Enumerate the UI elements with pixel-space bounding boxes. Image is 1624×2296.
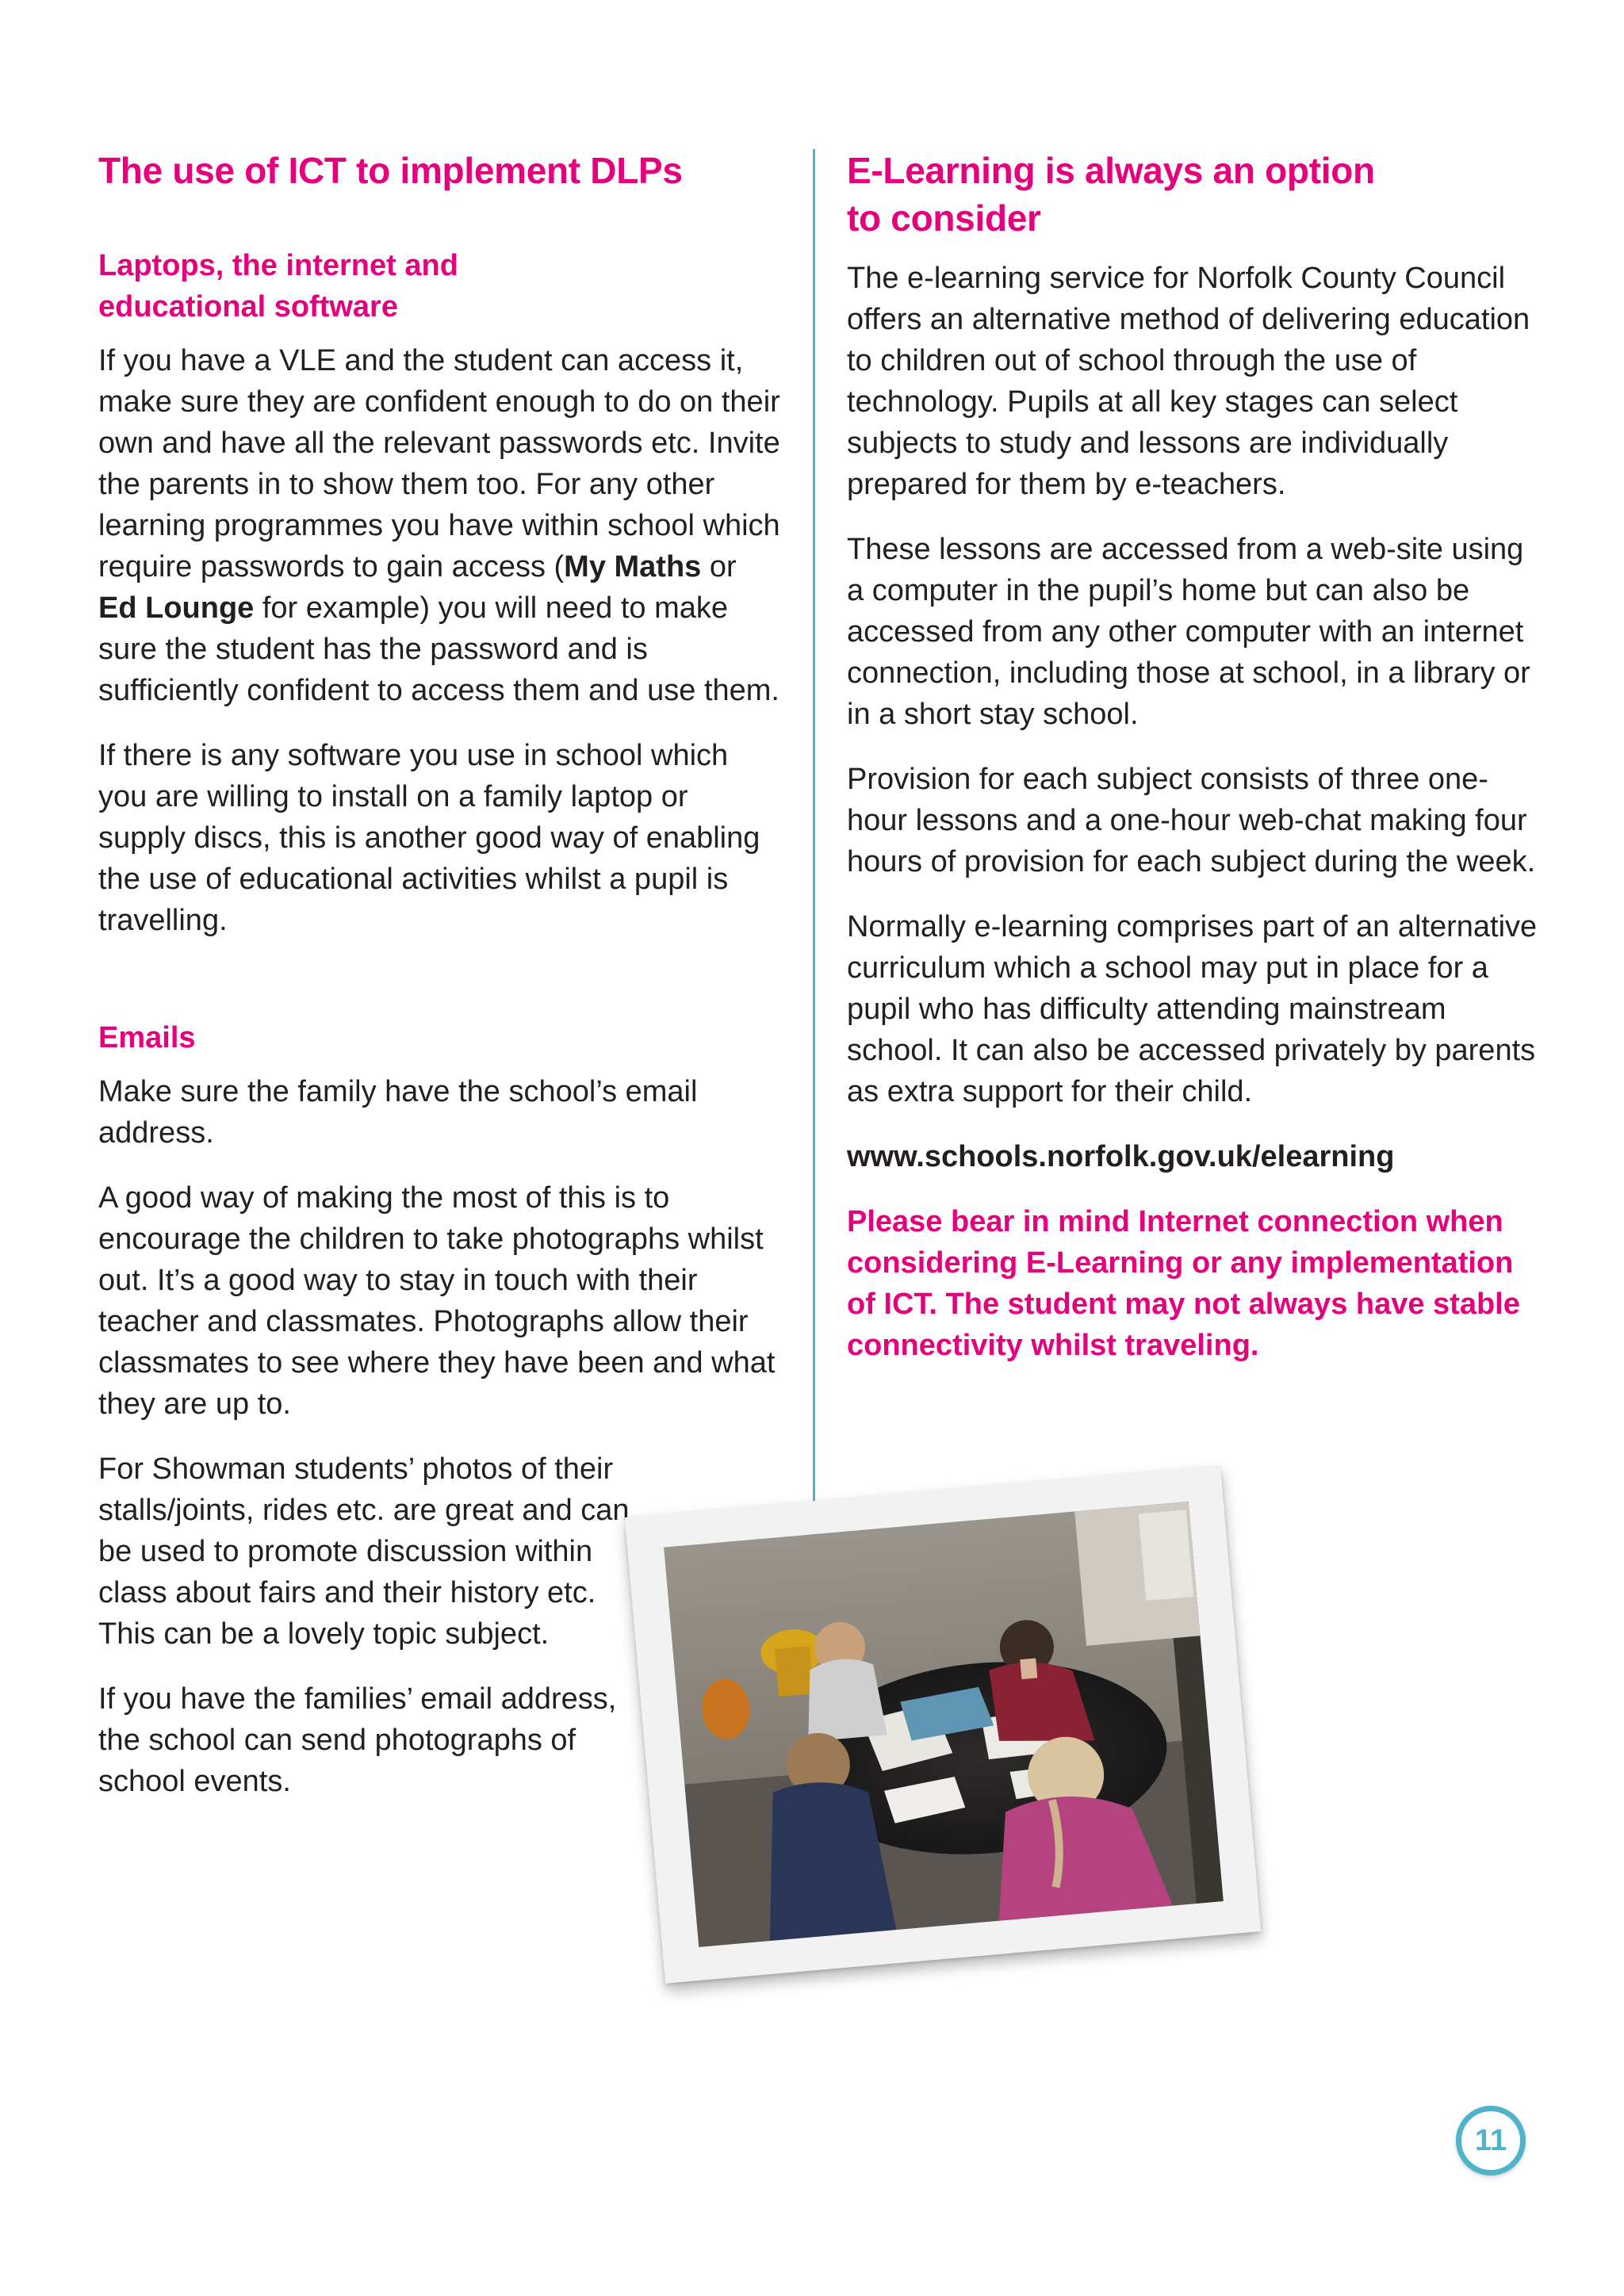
paragraph-vle-part1: If you have a VLE and the student can access it, make sure they are confident enough to do on their own and have all the relevant passwords etc. Invite the parents in to show them too. For any other learning programmes you have within school which require passwords to gain access ( <box>98 344 780 584</box>
product-name-ed-lounge: Ed Lounge <box>98 591 255 625</box>
paragraph-photographs: A good way of making the most of this is to encourage the children to take photographs whilst out. It’s a good way to stay in touch with their teacher and classmates. Photographs allow their classmates to see where they have been and what they are up to. <box>98 1181 776 1421</box>
subheading-laptops <box>98 245 780 327</box>
paragraph-curriculum: Normally e-learning comprises part of an alternative curriculum which a school may put in place for a pupil who has difficulty attending mainstream school. It can also be accessed privately by parents as extra support for their child. <box>847 910 1538 1108</box>
subheading-laptops-line2: educational software <box>98 290 398 323</box>
paragraph-showman: For Showman students’ photos of their stalls/joints, rides etc. are great and can be used to promote discussion within class about fairs and their history etc. This can be a lovely topic subject. <box>98 1452 630 1651</box>
page-number-badge <box>1456 2106 1526 2175</box>
subheading-emails: Emails <box>98 1021 196 1054</box>
paragraph-software: If there is any software you use in school which you are willing to install on a family laptop or supply discs, this is another good way of enabling the use of educational activities whilst a pupil is travelling. <box>98 739 760 937</box>
paragraph-vle-part2: for example) you will need to make sure the student has the password and is sufficiently confident to access them and use them. <box>98 591 779 707</box>
paragraph-lessons-access: These lessons are accessed from a web-site using a computer in the pupil’s home but can also be accessed from any other computer with an internet connection, including those at school, in a library or in a short stay school. <box>847 533 1530 731</box>
photo-frame <box>625 1465 1262 1983</box>
classroom-photo-illustration <box>664 1502 1224 1947</box>
classroom-photo <box>664 1502 1224 1947</box>
column-divider <box>813 149 815 1506</box>
product-name-my-maths: My Maths <box>564 550 702 584</box>
page-number: 11 <box>1474 2124 1507 2157</box>
paragraph-provision: Provision for each subject consists of three one-hour lessons and a one-hour web-chat making four hours of provision for each subject during the week. <box>847 763 1536 878</box>
elearning-url[interactable]: www.schools.norfolk.gov.uk/elearning <box>847 1140 1395 1173</box>
paragraph-families-email: If you have the families’ email address, the school can send photographs of school events. <box>98 1682 617 1798</box>
paragraph-email-address: Make sure the family have the school’s email address. <box>98 1075 698 1150</box>
section-title-elearning <box>847 147 1545 242</box>
paragraph-vle-or: or <box>701 550 737 584</box>
paragraph-vle <box>98 340 780 711</box>
right-column <box>847 147 1545 1366</box>
section-title-ict: The use of ICT to implement DLPs <box>98 150 683 191</box>
section-title-elearning-line2: to consider <box>847 197 1041 239</box>
paragraph-elearning-service: The e-learning service for Norfolk County Council offers an alternative method of delivering education to children out of school through the use of technology. Pupils at all key stages can select subjects to study and lessons are individually prepared for them by e-teachers. <box>847 262 1530 501</box>
section-title-elearning-line1: E-Learning is always an option <box>847 150 1375 191</box>
notice-connectivity: Please bear in mind Internet connection when considering E-Learning or any implementation of ICT. The student may not always have stable connectivity whilst traveling. <box>847 1205 1520 1362</box>
subheading-laptops-line1: Laptops, the internet and <box>98 249 458 282</box>
